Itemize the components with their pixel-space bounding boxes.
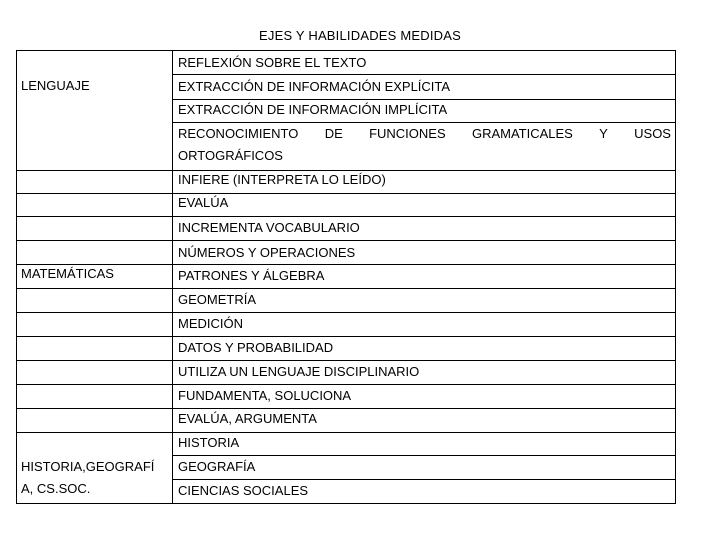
skill-datos: DATOS Y PROBABILIDAD [178,340,334,355]
area-historia-line1: HISTORIA,GEOGRAFÍ [21,459,155,474]
skills-table [16,50,676,504]
skill-word: DE [324,126,343,141]
skill-extraccion-implicita: EXTRACCIÓN DE INFORMACIÓN IMPLÍCITA [178,102,448,117]
row-divider [17,360,172,361]
skill-reconocimiento-line2: ORTOGRÁFICOS [178,148,283,163]
row-divider [17,240,172,241]
skill-reflexion: REFLEXIÓN SOBRE EL TEXTO [178,55,367,70]
row-divider [17,216,172,217]
area-historia-line2: A, CS.SOC. [21,481,91,496]
skill-word: RECONOCIMIENTO [178,126,299,141]
area-lenguaje: LENGUAJE [21,78,90,93]
row-divider [17,384,172,385]
row-divider [172,74,675,75]
skill-vocabulario: INCREMENTA VOCABULARIO [178,220,360,235]
skill-lenguaje-disciplinario: UTILIZA UN LENGUAJE DISCIPLINARIO [178,364,420,379]
skill-fundamenta: FUNDAMENTA, SOLUCIONA [178,388,352,403]
row-divider [17,336,172,337]
skill-word: Y [599,126,608,141]
skill-medicion: MEDICIÓN [178,316,243,331]
skill-reconocimiento [178,123,671,145]
row-divider [17,408,172,409]
skill-numeros: NÚMEROS Y OPERACIONES [178,245,356,260]
skill-patrones: PATRONES Y ÁLGEBRA [178,268,325,283]
skill-geometria: GEOMETRÍA [178,292,257,307]
skill-ciencias-sociales: CIENCIAS SOCIALES [178,483,309,498]
row-divider [17,288,172,289]
skill-infiere: INFIERE (INTERPRETA LO LEÍDO) [178,172,386,187]
page-title: EJES Y HABILIDADES MEDIDAS [259,28,461,43]
row-divider [17,432,172,433]
row-divider [172,240,675,241]
skill-historia: HISTORIA [178,435,240,450]
row-divider [17,312,172,313]
skill-word: FUNCIONES [369,126,446,141]
row-divider [17,170,172,171]
skill-word: USOS [634,126,671,141]
skill-argumenta: EVALÚA, ARGUMENTA [178,411,317,426]
skill-word: GRAMATICALES [471,126,573,141]
skill-geografia: GEOGRAFÍA [178,459,256,474]
skill-extraccion-explicita: EXTRACCIÓN DE INFORMACIÓN EXPLÍCITA [178,79,451,94]
skill-column [172,51,675,503]
row-divider [17,193,172,194]
area-column [17,51,173,503]
skill-evalua: EVALÚA [178,195,229,210]
area-matematicas: MATEMÁTICAS [21,266,114,281]
